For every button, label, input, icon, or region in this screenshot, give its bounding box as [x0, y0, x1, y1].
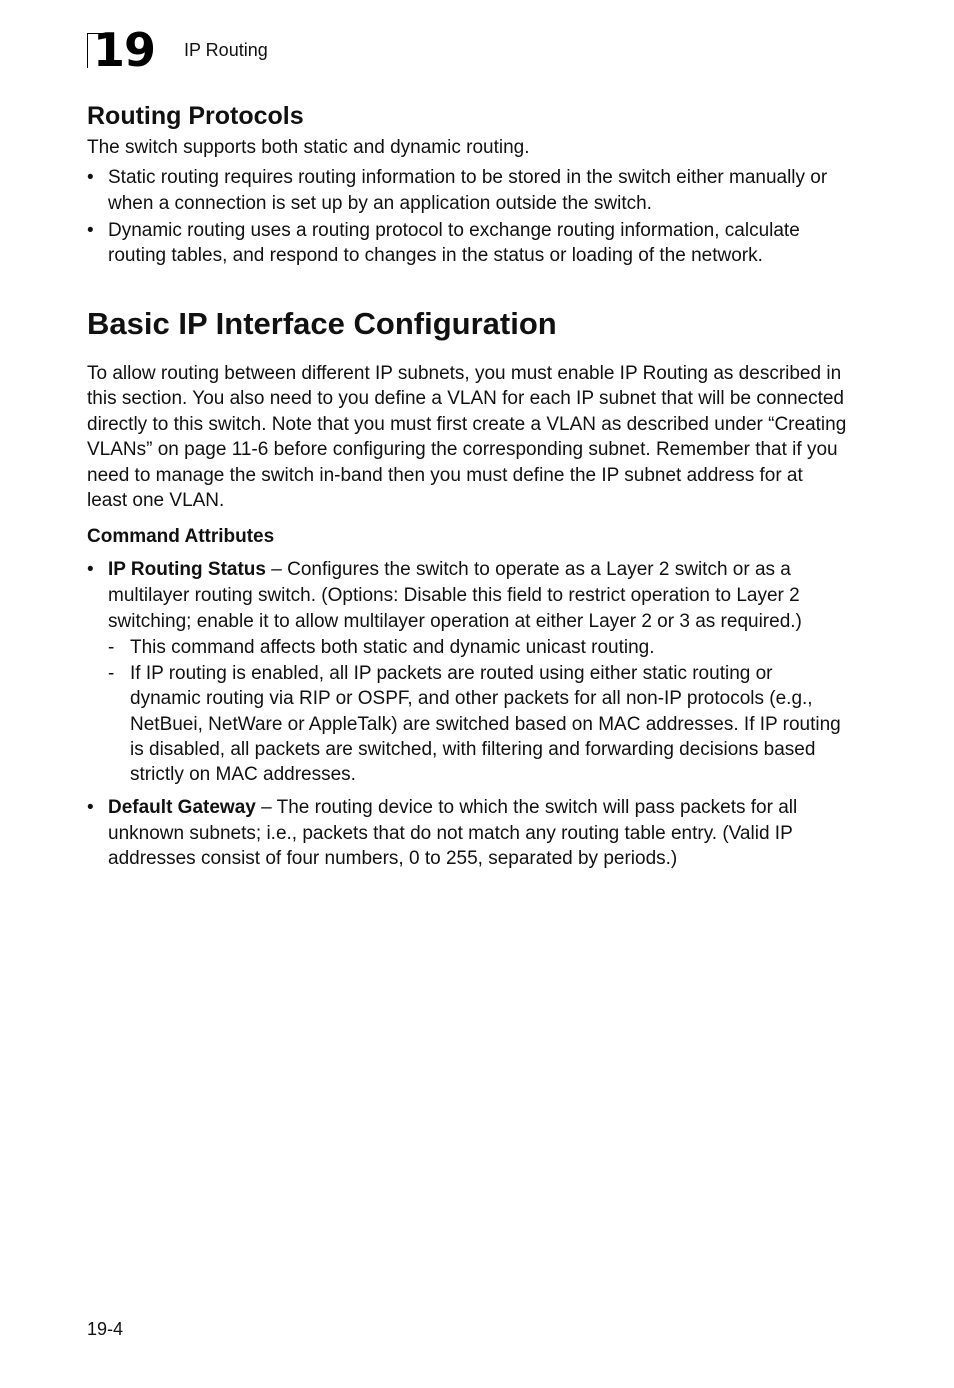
- sub-item-text: If IP routing is enabled, all IP packets are routed using either static routing or dynamic routing via RIP or OSPF, and other packets for all non-IP protocols (e.g., NetBuei, NetWare or AppleTalk) are switched based on MAC addresses. If IP routing is disabled, all packets are switched, with filtering and forwarding decisions based strictly on MAC addresses.: [130, 662, 841, 786]
- bullet-mark: •: [87, 219, 94, 241]
- running-title: IP Routing: [184, 40, 268, 60]
- sub-list-item: [87, 661, 847, 788]
- sub-list-item: [87, 635, 847, 660]
- chapter-marker: [87, 23, 177, 77]
- routing-protocols-heading: Routing Protocols: [87, 102, 304, 130]
- list-item: [87, 795, 847, 872]
- basic-ip-heading: Basic IP Interface Configuration: [87, 306, 557, 341]
- chapter-number: 19: [93, 23, 156, 77]
- command-attributes-list: [87, 557, 847, 872]
- list-item: [87, 557, 847, 634]
- attribute-term: Default Gateway: [108, 796, 256, 818]
- routing-protocols-list: [87, 165, 847, 269]
- attribute-description: – The routing device to which the switch will pass packets for all unknown subnets; i.e., packets that do not match any routing table entry. (Valid IP addresses consist of four numbers, 0 to 255, separated by periods.): [108, 796, 798, 870]
- bullet-mark: •: [87, 167, 94, 188]
- attribute-term: IP Routing Status: [108, 559, 266, 580]
- attribute-description: – Configures the switch to operate as a Layer 2 switch or as a multilayer routing switch. (Options: Disable this field to restrict operation to Layer 2 switching; enable it to allow multilayer operation at either Layer 2 or 3 as required.): [108, 559, 802, 632]
- page-number: 19-4: [87, 1319, 124, 1339]
- command-attributes-heading: Command Attributes: [87, 526, 275, 547]
- dash-mark: -: [108, 662, 115, 684]
- list-item-text: Dynamic routing uses a routing protocol to exchange routing information, calculate routing tables, and respond to changes in the status or loading of the network.: [108, 219, 800, 267]
- bullet-mark: •: [87, 796, 94, 818]
- sub-item-text: This command affects both static and dynamic unicast routing.: [130, 637, 655, 659]
- list-item: [87, 218, 847, 270]
- list-item-text: Static routing requires routing information to be stored in the switch either manually or when a connection is set up by an application outside the switch.: [108, 167, 828, 214]
- routing-protocols-intro: The switch supports both static and dynamic routing.: [87, 137, 530, 158]
- list-item: [87, 165, 847, 217]
- basic-ip-paragraph: To allow routing between different IP subnets, you must enable IP Routing as described in this section. You also need to you define a VLAN for each IP subnet that will be connected directly to this switch. Note that you must first create a VLAN as described under “Creating VLANs” on page 11-6 before configuring the corresponding subnet. Remember that if you need to manage the switch in-band then you must define the IP subnet address for at least one VLAN.: [87, 363, 847, 512]
- dash-mark: -: [108, 637, 115, 659]
- bullet-mark: •: [87, 559, 94, 580]
